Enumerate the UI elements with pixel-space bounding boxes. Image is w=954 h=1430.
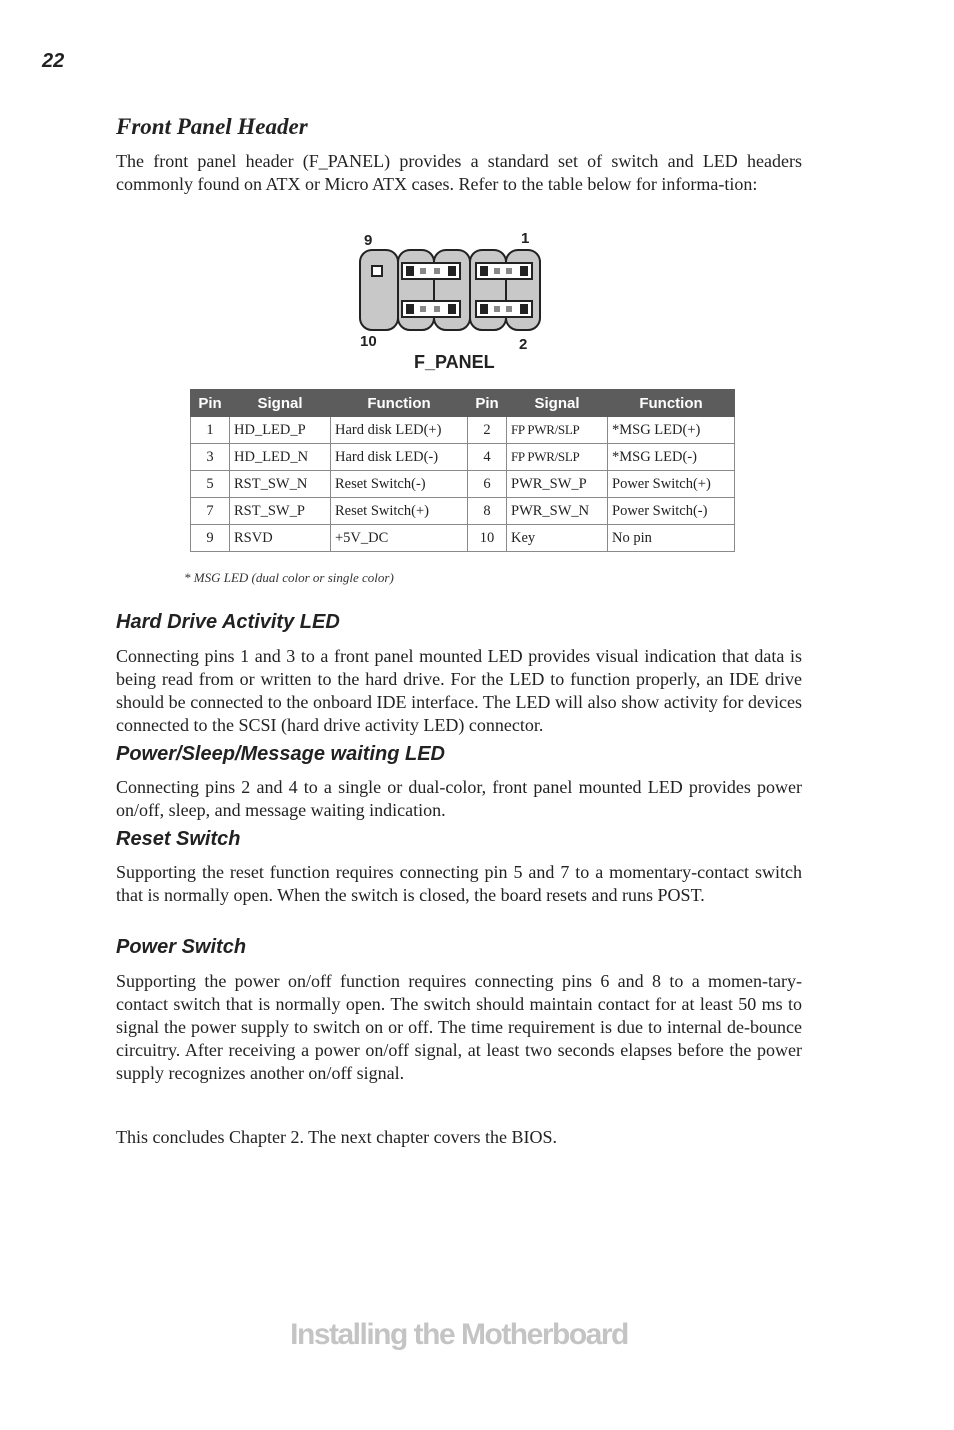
function-cell: Hard disk LED(-) bbox=[331, 444, 468, 471]
diagram-label-2: 2 bbox=[519, 336, 528, 353]
signal-cell: HD_LED_N bbox=[230, 444, 331, 471]
table-footnote: * MSG LED (dual color or single color) bbox=[184, 570, 394, 585]
section-intro: The front panel header (F_PANEL) provides a standard set of switch and LED headers commonly found on ATX or Micro ATX cases. Refer to the table below for informa-tion: bbox=[116, 151, 802, 194]
pin-cell: 3 bbox=[191, 444, 230, 471]
signal-cell: FP PWR/SLP bbox=[507, 444, 608, 471]
table-row bbox=[191, 471, 735, 498]
header-pin: Pin bbox=[191, 390, 230, 417]
header-function: Function bbox=[608, 390, 735, 417]
signal-cell: HD_LED_P bbox=[230, 417, 331, 444]
header-signal: Signal bbox=[507, 390, 608, 417]
pin-cell: 4 bbox=[468, 444, 507, 471]
diagram-label-10: 10 bbox=[360, 333, 377, 350]
diagram-caption: F_PANEL bbox=[414, 352, 495, 372]
signal-cell: FP PWR/SLP bbox=[507, 417, 608, 444]
subsection-text-reset-switch: Supporting the reset function requires connecting pin 5 and 7 to a momentary-contact switch that is normally open. When the switch is closed, the board resets and runs POST. bbox=[116, 862, 802, 905]
table-row bbox=[191, 444, 735, 471]
function-cell: No pin bbox=[608, 525, 735, 552]
function-cell: Power Switch(-) bbox=[608, 498, 735, 525]
subsection-text-power-switch: Supporting the power on/off function requires connecting pins 6 and 8 to a momen-tary-contact switch that is normally open. The switch should maintain contact for at least 50 ms to signal the power supply to switch on or off. The time requirement is due to internal de-bounce circuitry. After receiving a power on/off signal, at least two seconds elapses before the power supply recognizes another on/off signal. bbox=[116, 971, 802, 1083]
function-cell: Reset Switch(+) bbox=[331, 498, 468, 525]
f-panel-connector-drawing bbox=[340, 226, 560, 376]
pin-cell: 1 bbox=[191, 417, 230, 444]
table-row bbox=[191, 498, 735, 525]
function-cell: Hard disk LED(+) bbox=[331, 417, 468, 444]
subsection-title-power-switch: Power Switch bbox=[116, 936, 247, 958]
subsection-text-hdd-led: Connecting pins 1 and 3 to a front panel mounted LED provides visual indication that data is being read from or written to the hard drive. For the LED to function properly, an IDE drive should be connected to the onboard IDE interface. The LED will also show activity for devices connected to the SCSI (hard drive activity LED) connector. bbox=[116, 646, 802, 735]
function-cell: *MSG LED(+) bbox=[608, 417, 735, 444]
header-signal: Signal bbox=[230, 390, 331, 417]
subsection-title-power-led: Power/Sleep/Message waiting LED bbox=[116, 743, 445, 765]
pin-cell: 8 bbox=[468, 498, 507, 525]
pin-housing bbox=[360, 250, 398, 330]
function-cell: Power Switch(+) bbox=[608, 471, 735, 498]
subsection-text-power-led: Connecting pins 2 and 4 to a single or dual-color, front panel mounted LED provides power on/off, sleep, and message waiting indication. bbox=[116, 777, 802, 820]
table-header-row bbox=[191, 390, 735, 417]
table-row bbox=[191, 525, 735, 552]
signal-cell: Key bbox=[507, 525, 608, 552]
diagram-label-9: 9 bbox=[364, 232, 373, 249]
section-title: Front Panel Header bbox=[116, 114, 308, 139]
function-cell: *MSG LED(-) bbox=[608, 444, 735, 471]
pin-cell: 7 bbox=[191, 498, 230, 525]
table-row bbox=[191, 417, 735, 444]
pin-assignment-table bbox=[190, 389, 735, 552]
pin-cell: 5 bbox=[191, 471, 230, 498]
signal-cell: PWR_SW_P bbox=[507, 471, 608, 498]
page-footer-title: Installing the Motherboard bbox=[290, 1318, 628, 1351]
subsection-title-hdd-led: Hard Drive Activity LED bbox=[116, 611, 340, 633]
function-cell: Reset Switch(-) bbox=[331, 471, 468, 498]
signal-cell: RST_SW_N bbox=[230, 471, 331, 498]
header-function: Function bbox=[331, 390, 468, 417]
f-panel-diagram bbox=[340, 226, 560, 376]
signal-cell: PWR_SW_N bbox=[507, 498, 608, 525]
chapter-conclusion: This concludes Chapter 2. The next chapter covers the BIOS. bbox=[116, 1127, 558, 1147]
diagram-label-1: 1 bbox=[521, 230, 530, 247]
subsection-title-reset-switch: Reset Switch bbox=[116, 828, 241, 850]
pin-cell: 9 bbox=[191, 525, 230, 552]
signal-cell: RST_SW_P bbox=[230, 498, 331, 525]
page-number: 22 bbox=[42, 50, 65, 72]
function-cell: +5V_DC bbox=[331, 525, 468, 552]
pin-cell: 10 bbox=[468, 525, 507, 552]
header-pin: Pin bbox=[468, 390, 507, 417]
pin-9-square bbox=[372, 266, 382, 276]
signal-cell: RSVD bbox=[230, 525, 331, 552]
pin-cell: 6 bbox=[468, 471, 507, 498]
pin-cell: 2 bbox=[468, 417, 507, 444]
